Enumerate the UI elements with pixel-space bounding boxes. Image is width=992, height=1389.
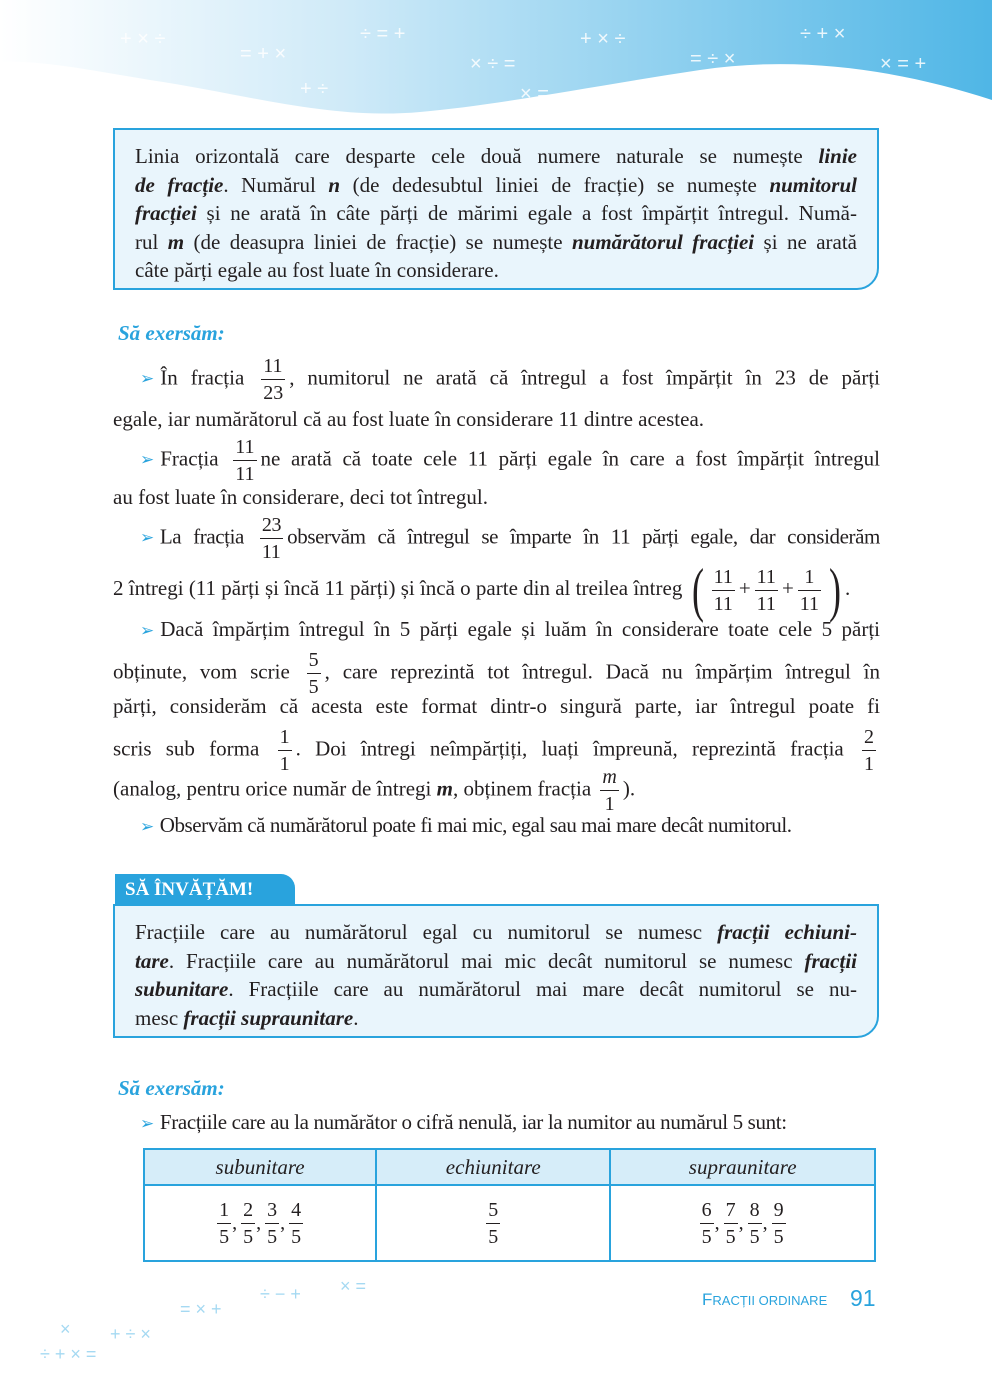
box-line: Linia orizontală care desparte cele două numere naturale se numește linie [135,144,857,168]
table-fraction: $\frac{1}{5}$ [219,1198,230,1248]
svg-text:÷ − +: ÷ − + [260,1284,301,1304]
exercise-heading-2: Să exersăm: [118,1076,225,1100]
arrow-bullet-icon: ➢ [140,450,155,470]
footer-chapter-label: FRACȚII ORDINARE [702,1290,828,1309]
page-number: 91 [850,1285,876,1311]
svg-text:+ × ÷: + × ÷ [120,28,166,50]
exercise-1-line-4c: părți, considerăm că acesta este format dintr-o singură parte, iar întregul poate fi [113,694,880,718]
top-banner-decoration [0,0,992,130]
arrow-bullet-icon: ➢ [140,817,154,836]
fraction-1-11: $\frac{1}{11}$ [799,565,820,615]
svg-text:× =: × = [520,83,549,105]
table-cell-echiunitare [376,1185,610,1261]
arrow-bullet-icon: ➢ [140,369,155,389]
exercise-1-line-2: ➢ Fracția $\frac{11}{11}$ ne arată că toate cele 11 părți egale în care a fost împărțit întregul [140,436,880,485]
svg-text:÷ + × =: ÷ + × = [40,1344,97,1364]
fraction-m-1: $\frac{m}{1}$ [602,766,617,815]
box-line: rul m (de deasupra liniei de fracție) se numește numărătorul fracției și ne arată [135,229,857,254]
svg-text:= ÷ ×: = ÷ × [690,48,736,70]
fraction-1-1: $\frac{1}{1}$ [279,726,290,775]
footer-decoration [0,1270,470,1380]
box-line: câte părți egale au fost luate în considerare. [135,258,499,282]
table-fraction: $\frac{6}{5}$ [701,1198,712,1248]
box-line: fracției și ne arată în câte părți de mărimi egale a fost împărțit întregul. Numă- [135,201,857,225]
svg-text:+ ÷ ×: + ÷ × [110,1324,151,1344]
table-fraction: $\frac{4}{5}$ [291,1198,302,1248]
svg-text:÷ = +: ÷ = + [360,23,406,45]
exercise-1-line-2b: au fost luate în considerare, deci tot întregul. [113,485,488,509]
svg-text:+ ÷: + ÷ [300,78,329,100]
svg-text:= + ×: = + × [240,43,287,65]
table-fraction: $\frac{9}{5}$ [773,1198,784,1248]
svg-text:× ÷ =: × ÷ = [470,53,516,75]
fraction-11-11: $\frac{11}{11}$ [235,436,255,485]
box-line: tare. Fracțiile care au numărătorul mai mic decât numitorul se numesc fracții [135,948,857,973]
table-cell-supraunitare: $\frac{6}{5}$ , $\frac{7}{5}$ , $\frac{8}{5}$ , $\frac{9}{5}$ [610,1185,875,1261]
exercise-2-intro: ➢ Fracțiile care au la numărător o cifră nenulă, iar la numitor au numărul 5 sunt: [140,1110,787,1134]
table-header-subunitare: subunitare [144,1149,376,1185]
fractions-table [143,1148,876,1262]
fraction-11-11-a: $\frac{11}{11}$ [713,565,733,615]
svg-text:+ × ÷: + × ÷ [580,28,626,50]
exercise-1-line-4b: obținute, vom scrie $\frac{5}{5}$ , care reprezintă tot întregul. Dacă nu împărțim întregul în [113,649,880,698]
table-fraction: $\frac{5}{5}$ [488,1198,499,1248]
table-fraction: $\frac{3}{5}$ [267,1198,278,1248]
table-header-supraunitare: supraunitare [610,1149,875,1185]
exercise-1-line-1b: egale, iar numărătorul că au fost luate în considerare 11 dintre acestea. [113,407,705,431]
box-line: subunitare. Fracțiile care au numărătorul mai mare decât numitorul se nu- [135,977,857,1001]
definition-box [113,128,879,290]
exercise-1-line-4e: (analog, pentru orice număr de întregi m, obținem fracția $\frac{m}{1}$ ). [113,766,636,815]
exercise-1-line-3: ➢ La fracția $\frac{23}{11}$ observăm că întregul se împarte în 11 părți egale, dar considerăm [140,514,880,563]
exercise-1-line-4d: scris sub forma $\frac{1}{1}$ . Doi întregi neîmpărțiți, luați împreună, reprezintă fracția $\frac{2}{1}$ [113,726,875,775]
box-line: de fracție. Numărul n (de dedesubtul liniei de fracție) se numește numitorul [135,172,857,197]
exercise-1-line-1: ➢ În fracția $\frac{11}{23}$ , numitorul ne arată că întregul a fost împărțit în 23 de părți [140,355,880,404]
table-cell-subunitare: $\frac{1}{5}$ , $\frac{2}{5}$ , $\frac{3}{5}$ , $\frac{4}{5}$ [144,1185,376,1261]
arrow-bullet-icon: ➢ [140,528,154,548]
svg-text:× =: × = [340,1276,367,1296]
svg-text:×: × [60,1319,71,1339]
fraction-5-5: $\frac{5}{5}$ [308,649,319,698]
arrow-bullet-icon: ➢ [140,621,155,640]
fraction-2-1: $\frac{2}{1}$ [864,726,875,775]
learn-tab: SĂ ÎNVĂȚĂM! [115,874,295,906]
arrow-bullet-icon: ➢ [140,1114,154,1133]
exercise-1-line-3b: 2 întregi (11 părți și încă 11 părți) și încă o parte din al treilea întreg ( $\frac{11}{11}$ + $\frac{11}{11}$ + $\frac{1}{11}$ ) . [113,557,851,623]
table-fraction: $\frac{2}{5}$ [243,1198,254,1248]
exercise-heading-1: Să exersăm: [118,321,225,345]
exercise-1-line-4: ➢ Dacă împărțim întregul în 5 părți egale și luăm în considerare toate cele 5 părți [140,617,880,641]
table-header-echiunitare: echiunitare [376,1149,610,1185]
svg-text:= × +: = × + [180,1299,222,1319]
table-fraction: $\frac{7}{5}$ [725,1198,736,1248]
fraction-11-11-b: $\frac{11}{11}$ [756,565,776,615]
box-line: mesc fracții supraunitare. [135,1005,359,1030]
fraction-11-23: $\frac{11}{23}$ [263,355,284,404]
box-line: Fracțiile care au numărătorul egal cu numitorul se numesc fracții echiuni- [135,920,857,944]
svg-text:× = +: × = + [880,53,927,75]
svg-text:÷ + ×: ÷ + × [800,23,846,45]
learn-box [113,904,879,1038]
exercise-1-line-5: ➢ Observăm că numărătorul poate fi mai mic, egal sau mai mare decât numitorul. [140,813,792,837]
fraction-23-11: $\frac{23}{11}$ [261,514,282,563]
table-fraction: $\frac{8}{5}$ [749,1198,760,1248]
